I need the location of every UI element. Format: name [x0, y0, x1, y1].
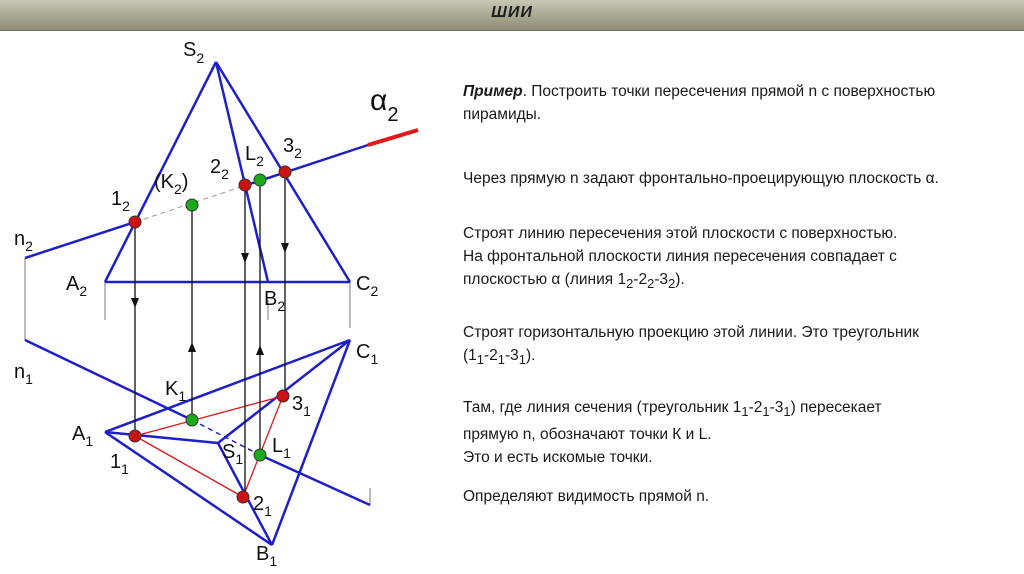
label-s1: $S_1$ [222, 441, 244, 467]
points-line-1: Там, где линия сечения (треугольник $1_1-2_1-3_1$) пересекает [463, 399, 882, 420]
point-1-2 [129, 216, 141, 228]
section-line-2: На фронтальной плоскости линия пересечения совпадает с [463, 248, 897, 265]
paragraph-example [463, 80, 1008, 126]
paragraph-plane: Через прямую n задают фронтально-проецирующую плоскость α. [463, 170, 939, 187]
label-k2: $(K_2)$ [154, 171, 189, 197]
point-3-2 [279, 166, 291, 178]
label-l2: $L_2$ [245, 143, 264, 169]
paragraph-section-line [463, 222, 1008, 295]
label-alpha2: $\alpha_2$ [370, 84, 399, 126]
label-n1: $n_1$ [14, 361, 33, 387]
point-l-2 [254, 174, 266, 186]
label-2-1: $2_1$ [253, 493, 272, 519]
alpha2-red-segment [368, 130, 418, 145]
line-alpha2 [250, 145, 368, 184]
section-line-1: Строят линию пересечения этой плоскости с поверхностью. [463, 225, 898, 242]
label-s2: $S_2$ [183, 39, 205, 66]
horizontal-line-2: $(1_1-2_1-3_1)$. [463, 347, 536, 368]
label-b1: $B_1$ [256, 543, 278, 569]
paragraph-points [463, 396, 1008, 469]
point-k-2 [186, 199, 198, 211]
label-c1: $C_1$ [356, 341, 379, 367]
point-2-1 [237, 491, 249, 503]
header-title: ШИИ [491, 4, 533, 21]
points-line-2: прямую n, обозначают точки К и L. [463, 426, 712, 444]
label-n2: $n_2$ [14, 228, 33, 254]
example-text: . Построить точки пересечения прямой n с поверхностью пирамиды. [463, 83, 936, 123]
label-3-2: $3_2$ [283, 135, 302, 161]
points-line-3: Это и есть искомые точки. [463, 449, 653, 467]
label-1-2: $1_2$ [111, 188, 130, 214]
example-lead: Пример [463, 83, 523, 100]
frontal-pyramid [25, 62, 368, 282]
point-3-1 [277, 390, 289, 402]
paragraph-horizontal [463, 321, 1008, 371]
label-3-1: $3_1$ [292, 393, 311, 419]
line-n1-part2 [260, 455, 370, 505]
label-l1: $L_1$ [272, 435, 291, 461]
point-k-1 [186, 414, 198, 426]
point-l-1 [254, 449, 266, 461]
label-a2: $A_2$ [66, 273, 88, 299]
paragraph-visibility: Определяют видимость прямой n. [463, 488, 710, 505]
label-a1: $A_1$ [72, 423, 94, 449]
label-2-2: $2_2$ [210, 156, 229, 182]
label-1-1: $1_1$ [110, 451, 129, 477]
horizontal-line-1: Строят горизонтальную проекцию этой линии. Это треугольник [463, 324, 919, 341]
label-c2: $C_2$ [356, 273, 379, 299]
label-k1: $K_1$ [165, 378, 187, 404]
section-line-3: плоскостью α (линия $1_2-2_2-3_2$). [463, 271, 685, 292]
edge-s1-a1 [105, 432, 218, 443]
label-b2: $B_2$ [264, 288, 286, 314]
point-1-1 [129, 430, 141, 442]
points [129, 166, 291, 503]
point-2-2 [239, 179, 251, 191]
edge-a1-c1 [105, 340, 350, 432]
